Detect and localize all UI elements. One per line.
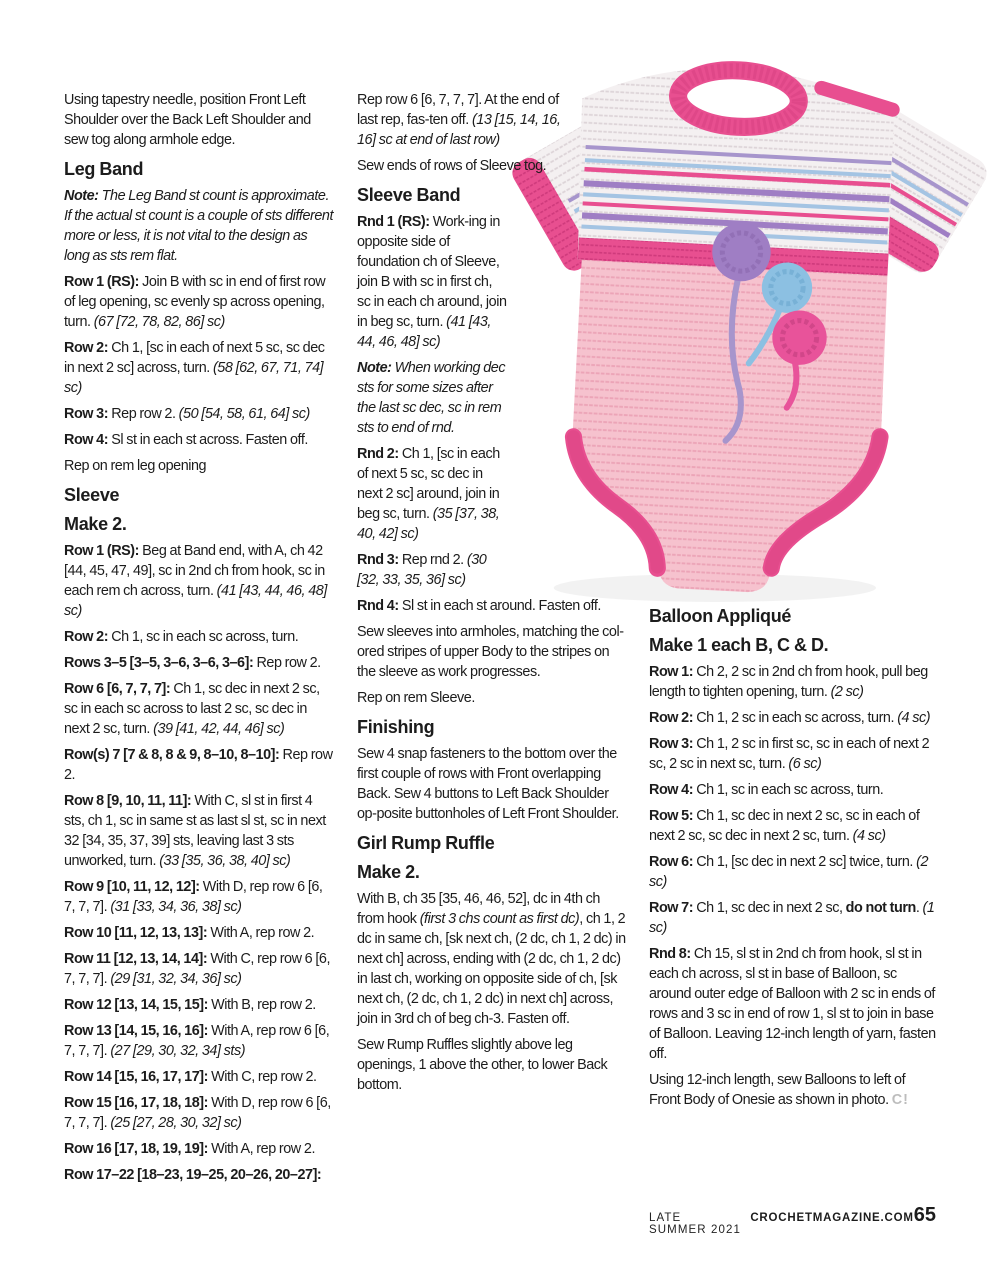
balloon-row-4: Row 4: Ch 1, sc in each sc across, turn. <box>649 782 884 798</box>
balloon-row-6: Row 6: Ch 1, [sc dec in next 2 sc] twice, turn. (2 sc) <box>649 854 929 890</box>
instructions-column-middle <box>357 90 629 1101</box>
photo-wrap-spacer <box>507 176 629 576</box>
sleeve-band-rnd-4: Rnd 4: Sl st in each st around. Fasten off. <box>357 598 601 614</box>
note-leg-band: Note: The Leg Band st count is approximate. If the actual st count is a couple of sts different more or less, it is not vital to the design as long as sts rem flat. <box>64 188 334 264</box>
para-rep-leg-opening: Rep on rem leg opening <box>64 458 207 474</box>
sleeve-band-rnd-3: Rnd 3: Rep rnd 2. (30 [32, 33, 35, 36] sc) <box>357 552 487 588</box>
sleeve-rows-7: Row(s) 7 [7 & 8, 8 & 9, 8–10, 8–10]: Rep row 2. <box>64 747 333 783</box>
leg-band-row-1: Row 1 (RS): Join B with sc in end of first row of leg opening, sc evenly sp across opening, turn. (67 [72, 78, 82, 86] sc) <box>64 274 326 330</box>
sleeve-row-2: Row 2: Ch 1, sc in each sc across, turn. <box>64 629 299 645</box>
heading-make-1-each: Make 1 each B, C & D. <box>649 635 829 655</box>
leg-band-row-4: Row 4: Sl st in each st across. Fasten off. <box>64 432 308 448</box>
middle-blocks <box>357 90 629 1095</box>
sleeve-row-16: Row 16 [17, 18, 19, 19]: With A, rep row 2. <box>64 1141 315 1157</box>
instructions-column-left <box>64 90 334 1191</box>
para-sew-balloons: Using 12-inch length, sew Balloons to left of Front Body of Onesie as shown in photo. C! <box>649 1072 909 1108</box>
sleeve-row-11: Row 11 [12, 13, 14, 14]: With C, rep row 6 [6, 7, 7, 7]. (29 [31, 32, 34, 36] sc) <box>64 951 331 987</box>
heading-balloon-applique: Balloon Appliqué <box>649 606 792 626</box>
sleeve-rows-17-22: Row 17–22 [18–23, 19–25, 20–26, 20–27]: <box>64 1167 322 1183</box>
heading-leg-band: Leg Band <box>64 159 144 179</box>
balloon-row-7: Row 7: Ch 1, sc dec in next 2 sc, do not turn. (1 sc) <box>649 900 935 936</box>
sleeve-row-15: Row 15 [16, 17, 18, 18]: With D, rep row 6 [6, 7, 7, 7]. (25 [27, 28, 30, 32] sc) <box>64 1095 331 1131</box>
balloon-row-1: Row 1: Ch 2, 2 sc in 2nd ch from hook, pull beg length to tighten opening, turn. (2 sc) <box>649 664 928 700</box>
balloon-row-5: Row 5: Ch 1, sc dec in next 2 sc, sc in each of next 2 sc, sc dec in next 2 sc, turn. (4 sc) <box>649 808 920 844</box>
instructions-column-right <box>649 606 938 1116</box>
heading-sleeve: Sleeve <box>64 485 120 505</box>
sleeve-row-8: Row 8 [9, 10, 11, 11]: With C, sl st in first 4 sts, ch 1, sc in same st as last sl st, sc in next 32 [34, 35, 37, 39] sts, leaving last 3 sts unworked, turn. (33 [35, 36, 38, 40] sc) <box>64 793 326 869</box>
sleeve-band-rnd-1: Rnd 1 (RS): Work-ing in opposite side of foundation ch of Sleeve, join B with sc in first ch, sc in each ch around, join in beg sc, turn. (41 [43, 44, 46, 48] sc) <box>357 214 507 350</box>
heading-finishing: Finishing <box>357 717 435 737</box>
heading-make-2-ruffle: Make 2. <box>357 862 420 882</box>
balloon-row-2: Row 2: Ch 1, 2 sc in each sc across, turn. (4 sc) <box>649 710 931 726</box>
page-number: 65 <box>913 1204 936 1226</box>
balloon-row-3: Row 3: Ch 1, 2 sc in first sc, sc in each of next 2 sc, 2 sc in next sc, turn. (6 sc) <box>649 736 930 772</box>
right-blocks <box>649 606 938 1110</box>
para-sew-sleeves-into-armholes: Sew sleeves into armholes, matching the col-ored stripes of upper Body to the stripes on the sleeve as work progresses. <box>357 624 624 680</box>
sleeve-row-13: Row 13 [14, 15, 16, 16]: With A, rep row 6 [6, 7, 7, 7]. (27 [29, 30, 32, 34] sts) <box>64 1023 330 1059</box>
para-sew-sleeve-rows: Sew ends of rows of Sleeve tog. <box>357 158 547 174</box>
sleeve-row-6: Row 6 [6, 7, 7, 7]: Ch 1, sc dec in next 2 sc, sc in each sc across to last 2 sc, sc dec in next 2 sc, turn. (39 [41, 42, 44, 46] sc) <box>64 681 320 737</box>
sleeve-rows-3-5: Rows 3–5 [3–5, 3–6, 3–6, 3–6]: Rep row 2. <box>64 655 321 671</box>
para-finishing: Sew 4 snap fasteners to the bottom over the first couple of rows with Front overlapping Back. Sew 4 buttons to Left Back Shoulder op-posite buttonholes of Left Front Shoulder. <box>357 746 619 822</box>
footer-website: CROCHETMAGAZINE.COM <box>750 1212 914 1224</box>
heading-sleeve-band: Sleeve Band <box>357 185 461 205</box>
sleeve-band-rnd-2: Rnd 2: Ch 1, [sc in each of next 5 sc, sc dec in next 2 sc] around, join in beg sc, turn. (35 [37, 38, 40, 42] sc) <box>357 446 500 542</box>
heading-girl-rump-ruffle: Girl Rump Ruffle <box>357 833 495 853</box>
leg-band-row-2: Row 2: Ch 1, [sc in each of next 5 sc, sc dec in next 2 sc] across, turn. (58 [62, 67, 71, 74] sc) <box>64 340 325 396</box>
note-sleeve-band: Note: When working dec sts for some sizes after the last sc dec, sc in rem sts to end of rnd. <box>357 360 506 436</box>
para-shoulder-seam: Using tapestry needle, position Front Left Shoulder over the Back Left Shoulder and sew tog along armhole edge. <box>64 92 311 148</box>
sleeve-row-9: Row 9 [10, 11, 12, 12]: With D, rep row 6 [6, 7, 7, 7]. (31 [33, 34, 36, 38] sc) <box>64 879 323 915</box>
para-ruffle-instructions: With B, ch 35 [35, 46, 46, 52], dc in 4th ch from hook (first 3 chs count as first dc), ch 1, 2 dc in same ch, [sk next ch, (2 dc, ch 1, 2 dc) in next ch] across, ending with (2 dc, ch 1, 2 dc) in last ch, working on opposite side of ch, [sk next ch, (2 dc, ch 1, 2 dc) in next ch] across, join in 3rd ch of beg ch-3. Fasten off. <box>357 891 626 1027</box>
para-rep-rem-sleeve: Rep on rem Sleeve. <box>357 690 475 706</box>
balloon-rnd-8: Rnd 8: Ch 15, sl st in 2nd ch from hook, sl st in each ch across, sl st in base of Balloon, sc around outer edge of Balloon with 2 sc in ends of rows and 3 sc in end of row 1, sl st to join in base of Balloon. Leaving 12-inch length of yarn, fasten off. <box>649 946 936 1062</box>
sleeve-row-14: Row 14 [15, 16, 17, 17]: With C, rep row 2. <box>64 1069 317 1085</box>
heading-make-2: Make 2. <box>64 514 127 534</box>
leg-band-row-3: Row 3: Rep row 2. (50 [54, 58, 61, 64] sc) <box>64 406 310 422</box>
para-sew-ruffles: Sew Rump Ruffles slightly above leg openings, 1 above the other, to lower Back bottom. <box>357 1037 608 1093</box>
left-blocks <box>64 90 334 1185</box>
sleeve-row-1: Row 1 (RS): Beg at Band end, with A, ch 42 [44, 45, 47, 49], sc in 2nd ch from hook, sc in each rem ch across, turn. (41 [43, 44, 46, 48] sc) <box>64 543 327 619</box>
sleeve-rows-17-22-cont: Rep row 6 [6, 7, 7, 7]. At the end of last rep, fas-ten off. (13 [15, 14, 16, 16] sc at end of last row) <box>357 92 561 148</box>
footer-issue: LATE SUMMER 2021 <box>649 1212 741 1236</box>
sleeve-row-10: Row 10 [11, 12, 13, 13]: With A, rep row 2. <box>64 925 315 941</box>
page-footer <box>649 1204 936 1236</box>
sleeve-row-12: Row 12 [13, 14, 15, 15]: With B, rep row 2. <box>64 997 316 1013</box>
photo-wrap-spacer <box>569 90 629 176</box>
